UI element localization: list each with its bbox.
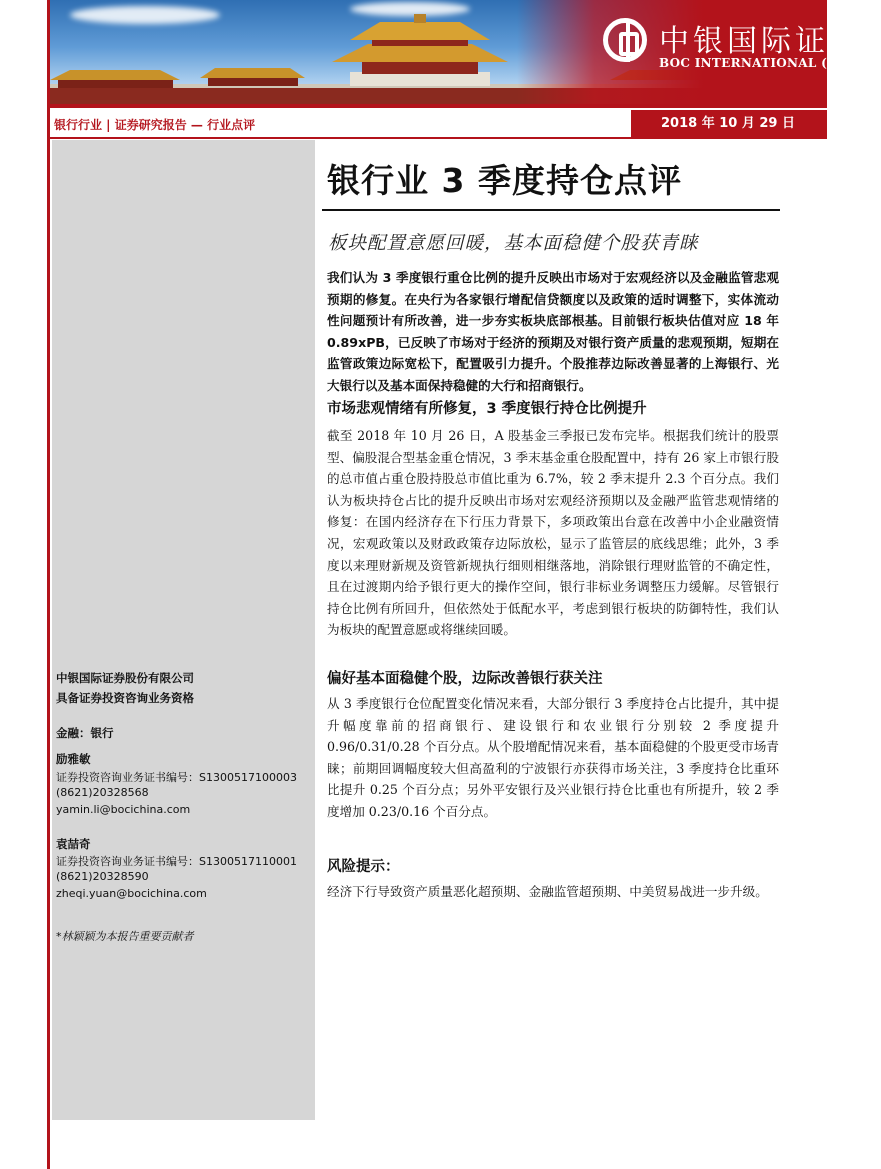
section-body: 截至 2018 年 10 月 26 日，A 股基金三季报已发布完毕。根据我们统计的股票型、偏股混合型基金重仓情况，3 季末基金重仓股配置中，持有 26 家上市银行股的总市值占重仓股持股总市值比重为 6.7%，较 2 季末提升 2.3 个百分点。我们认为板块持仓占比的提升反映出市场对宏观经济预期以及金融严监管悲观情绪的修复：在国内经济存在下行压力背景下，多项政策出台意在改善中小企业融资情况，宏观政策以及财政政策存边际放松，显示了监管层的底线思维；此外，3 季度以来理财新规及资管新规执行细则相继落地，消除银行理财监管的不确定性，且在过渡期内给予银行更大的操作空间，银行非标业务调整压力缓解。尽管银行持仓比例有所回升，但依然处于低配水平，考虑到银行板块的防御特性，我们认为板块的配置意愿或将继续回暖。 [327, 428, 779, 638]
breadcrumb: 银行行业 | 证券研究报告 — 行业点评 [54, 118, 256, 132]
brand-name-cn: 中银国际证券 [659, 24, 863, 59]
report-title: 银行业 3 季度持仓点评 [327, 161, 682, 200]
analyst-phone: (8621)20328590 [56, 870, 149, 883]
header-rule-top [50, 104, 827, 108]
analyst-name: 励雅敏 [56, 752, 91, 766]
license-note: 具备证券投资咨询业务资格 [56, 691, 194, 705]
sector-label: 金融：银行 [56, 726, 114, 740]
risk-title: 风险提示： [327, 859, 400, 875]
header-banner [50, 0, 881, 104]
boc-logo-icon [603, 18, 647, 62]
report-subtitle: 板块配置意愿回暖，基本面稳健个股获青睐 [328, 233, 699, 254]
section-title: 市场悲观情绪有所修复，3 季度银行持仓比例提升 [327, 401, 647, 417]
company-name: 中银国际证券股份有限公司 [56, 671, 194, 685]
brand-name-en: BOC INTERNATIONAL (CHINA) [659, 56, 881, 70]
analyst-email[interactable]: yamin.li@bocichina.com [56, 803, 191, 816]
analyst-phone: (8621)20328568 [56, 786, 149, 799]
analyst-email[interactable]: zheqi.yuan@bocichina.com [56, 887, 207, 900]
contributor-note: *林颖颖为本报告重要贡献者 [56, 930, 194, 943]
sidebar [52, 140, 315, 1120]
header-bar [50, 110, 827, 137]
analyst-name: 袁喆奇 [56, 837, 91, 851]
brand-logo [517, 0, 881, 104]
risk-body: 经济下行导致资产质量恶化超预期、金融监管超预期、中美贸易战进一步升级。 [327, 884, 768, 899]
summary-paragraph: 我们认为 3 季度银行重仓比例的提升反映出市场对于宏观经济以及金融监管悲观预期的修复。在央行为各家银行增配信贷额度以及政策的适时调整下，实体流动性问题预计有所改善，进一步夯实板块底部根基。目前银行板块估值对应 18 年 0.89xPB，已反映了市场对于经济的预期及对银行资产质量的悲观预期，短期在监管政策边际宽松下，配置吸引力提升。个股推荐边际改善显著的上海银行、光大银行以及基本面保持稳健的大行和招商银行。 [327, 270, 779, 393]
left-accent-rule [47, 0, 50, 1169]
report-date: 2018 年 10 月 29 日 [631, 110, 827, 137]
title-rule [322, 209, 780, 211]
analyst-cert: 证券投资咨询业务证书编号：S1300517110001 [56, 855, 297, 868]
header-rule-bottom [50, 137, 827, 139]
section-body: 从 3 季度银行仓位配置变化情况来看，大部分银行 3 季度持仓占比提升，其中提升幅度靠前的招商银行、建设银行和农业银行分别较 2 季度提升 0.96/0.31/0.28 个百分点。从个股增配情况来看，基本面稳健的个股更受市场青睐；前期回调幅度较大但高盈利的宁波银行亦获得市场关注，3 季度持仓比重环比提升 0.25 个百分点；另外平安银行及兴业银行持仓比重也有所提升，较 2 季度增加 0.23/0.16 个百分点。 [327, 696, 779, 819]
analyst-cert: 证券投资咨询业务证书编号：S1300517100003 [56, 771, 297, 784]
section-title: 偏好基本面稳健个股，边际改善银行获关注 [327, 671, 603, 687]
